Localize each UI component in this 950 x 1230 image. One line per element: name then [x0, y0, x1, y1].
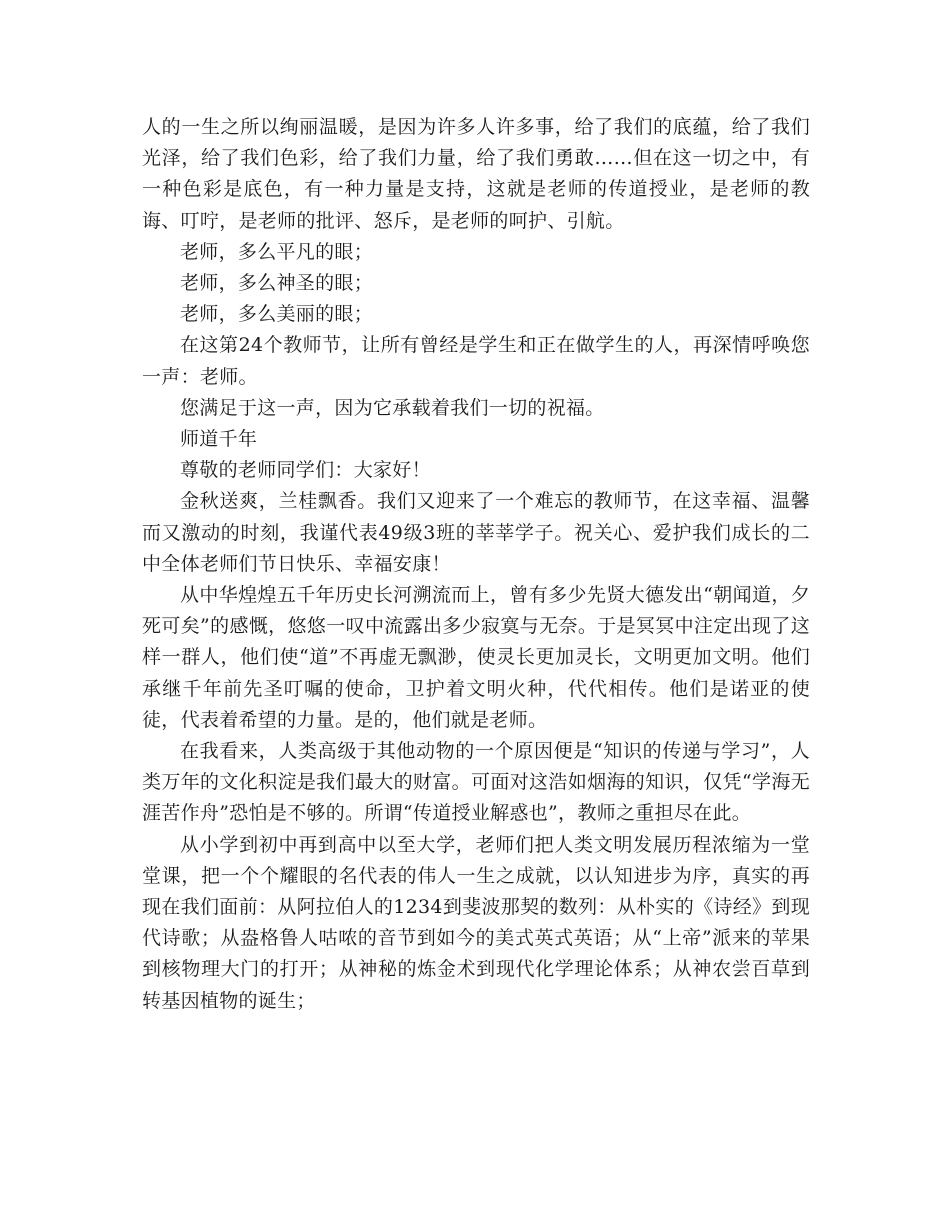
paragraph-blessing: 您满足于这一声，因为它承载着我们一切的祝福。	[180, 396, 605, 419]
document-body	[142, 112, 810, 1017]
paragraph-verse-1: 老师，多么平凡的眼；	[180, 240, 374, 263]
paragraph-greeting: 尊敬的老师同学们：大家好！	[180, 459, 431, 482]
section-heading: 师道千年	[180, 428, 258, 451]
paragraph-verse-2: 老师，多么神圣的眼；	[180, 272, 374, 295]
paragraph-knowledge: 在我看来，人类高级于其他动物的一个原因便是“知识的传递与学习”，人类万年的文化积淀是我们最大的财富。可面对这浩如烟海的知识，仅凭“学海无涯苦作舟”恐怕是不够的。所谓“传道授业解惑也”，教师之重担尽在此。	[142, 740, 810, 825]
paragraph-verse-3: 老师，多么美丽的眼；	[180, 303, 374, 326]
paragraph-autumn: 金秋送爽，兰桂飘香。我们又迎来了一个难忘的教师节，在这幸福、温馨而又激动的时刻，我谨代表49级3班的莘莘学子。祝关心、爱护我们成长的二中全体老师们节日快乐、幸福安康！	[142, 490, 810, 575]
paragraph-opening: 人的一生之所以绚丽温暖，是因为许多人许多事，给了我们的底蕴，给了我们光泽，给了我们色彩，给了我们力量，给了我们勇敢……但在这一切之中，有一种色彩是底色，有一种力量是支持，这就是老师的传道授业，是老师的教诲、叮咛，是老师的批评、怒斥，是老师的呵护、引航。	[142, 116, 810, 232]
paragraph-teachers-day: 在这第24个教师节，让所有曾经是学生和正在做学生的人，再深情呼唤您一声：老师。	[142, 334, 810, 388]
paragraph-school-years: 从小学到初中再到高中以至大学，老师们把人类文明发展历程浓缩为一堂堂课，把一个个耀眼的名代表的伟人一生之成就，以认知进步为序，真实的再现在我们面前：从阿拉伯人的1234到斐波那契的数列：从朴实的《诗经》到现代诗歌；从盎格鲁人咕哝的音节到如今的美式英式英语；从“上帝”派来的苹果到核物理大门的打开；从神秘的炼金术到现代化学理论体系；从神农尝百草到转基因植物的诞生；	[142, 833, 810, 1012]
paragraph-history: 从中华煌煌五千年历史长河溯流而上，曾有多少先贤大德发出“朝闻道，夕死可矣”的感慨，悠悠一叹中流露出多少寂寞与无奈。于是冥冥中注定出现了这样一群人，他们使“道”不再虚无飘渺，使灵长更加灵长，文明更加文明。他们承继千年前先圣叮嘱的使命，卫护着文明火种，代代相传。他们是诺亚的使徒，代表着希望的力量。是的，他们就是老师。	[142, 584, 810, 731]
